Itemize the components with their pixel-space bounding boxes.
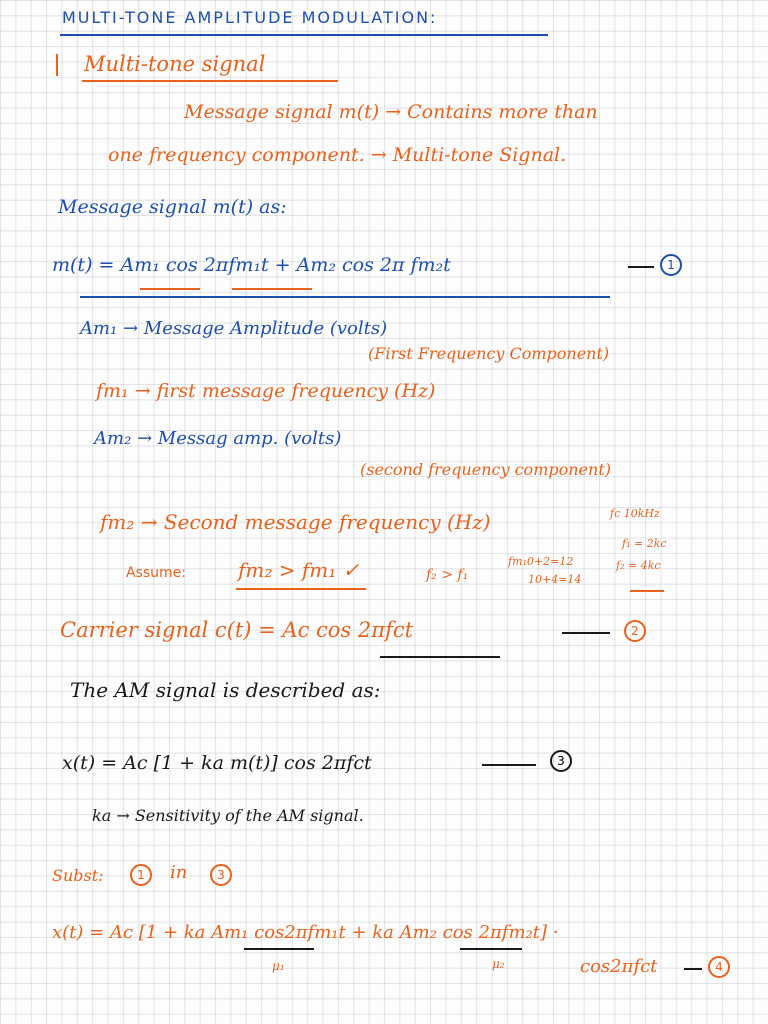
def-am2-note: (second frequency component) xyxy=(360,460,611,479)
mu-1: μ₁ xyxy=(272,959,285,973)
assume-expression: fm₂ > fm₁ ✓ xyxy=(238,558,360,582)
eq4-underline-b xyxy=(460,948,522,950)
ka-definition: ka → Sensitivity of the AM signal. xyxy=(92,806,364,825)
side-f1: f₁ = 2kc xyxy=(622,537,667,550)
carrier-number: 2 xyxy=(624,620,646,642)
subst-ref-3: 3 xyxy=(210,864,232,886)
carrier-dash xyxy=(562,632,610,634)
def-fm1: fm₁ → first message frequency (Hz) xyxy=(96,380,436,402)
mu-2: μ₂ xyxy=(492,957,505,971)
equation-4-number: 4 xyxy=(708,956,730,978)
intro-line-2: one frequency component. → Multi-tone Signal. xyxy=(108,144,567,166)
assume-label: Assume: xyxy=(126,565,187,581)
subst-in: in xyxy=(170,862,188,883)
equation-1: m(t) = Am₁ cos 2πfm₁t + Am₂ cos 2π fm₂t xyxy=(52,254,451,276)
eq1-mark-a xyxy=(140,288,200,290)
equation-3-number: 3 xyxy=(550,750,572,772)
equation-4: x(t) = Ac [1 + ka Am₁ cos2πfm₁t + ka Am₂ cos 2πfm₂t] · xyxy=(52,922,559,943)
eq1-underline xyxy=(80,296,610,298)
subst-ref-1: 1 xyxy=(130,864,152,886)
side-sum-1: fm₁0+2=12 xyxy=(508,555,574,568)
eq1-dash xyxy=(628,266,654,268)
equation-1-number: 1 xyxy=(660,254,682,276)
eq1-mark-b xyxy=(232,288,312,290)
assume-underline xyxy=(236,588,366,590)
eq3-dash xyxy=(482,764,536,766)
carrier-signal: Carrier signal c(t) = Ac cos 2πfct xyxy=(60,618,414,642)
def-fm2: fm₂ → Second message frequency (Hz) xyxy=(100,510,491,534)
assume-expression-2: f₂ > f₁ xyxy=(426,567,469,583)
side-underline xyxy=(630,590,664,592)
subst-label: Subst: xyxy=(52,866,104,885)
carrier-underline xyxy=(380,656,500,658)
equation-4-tail: cos2πfct xyxy=(580,956,658,977)
side-f2: f₂ = 4kc xyxy=(616,559,661,572)
eq4-dash xyxy=(684,968,702,970)
def-am1: Am₁ → Message Amplitude (volts) xyxy=(80,318,388,339)
am-description: The AM signal is described as: xyxy=(70,678,381,702)
side-fc: fc 10kHz xyxy=(610,507,660,520)
def-am2: Am₂ → Messag amp. (volts) xyxy=(94,428,342,449)
heading-bar xyxy=(56,54,58,76)
title-underline xyxy=(60,34,548,36)
eq4-underline-a xyxy=(244,948,314,950)
message-signal-label: Message signal m(t) as: xyxy=(58,196,287,218)
def-am1-note: (First Frequency Component) xyxy=(368,344,610,363)
equation-3: x(t) = Ac [1 + ka m(t)] cos 2πfct xyxy=(62,752,372,774)
side-sum-2: 10+4=14 xyxy=(528,573,582,586)
intro-line-1: Message signal m(t) → Contains more than xyxy=(184,101,598,123)
page-title: MULTI-TONE AMPLITUDE MODULATION: xyxy=(62,8,438,27)
section-heading: Multi-tone signal xyxy=(84,52,266,76)
section-heading-underline xyxy=(82,80,338,82)
